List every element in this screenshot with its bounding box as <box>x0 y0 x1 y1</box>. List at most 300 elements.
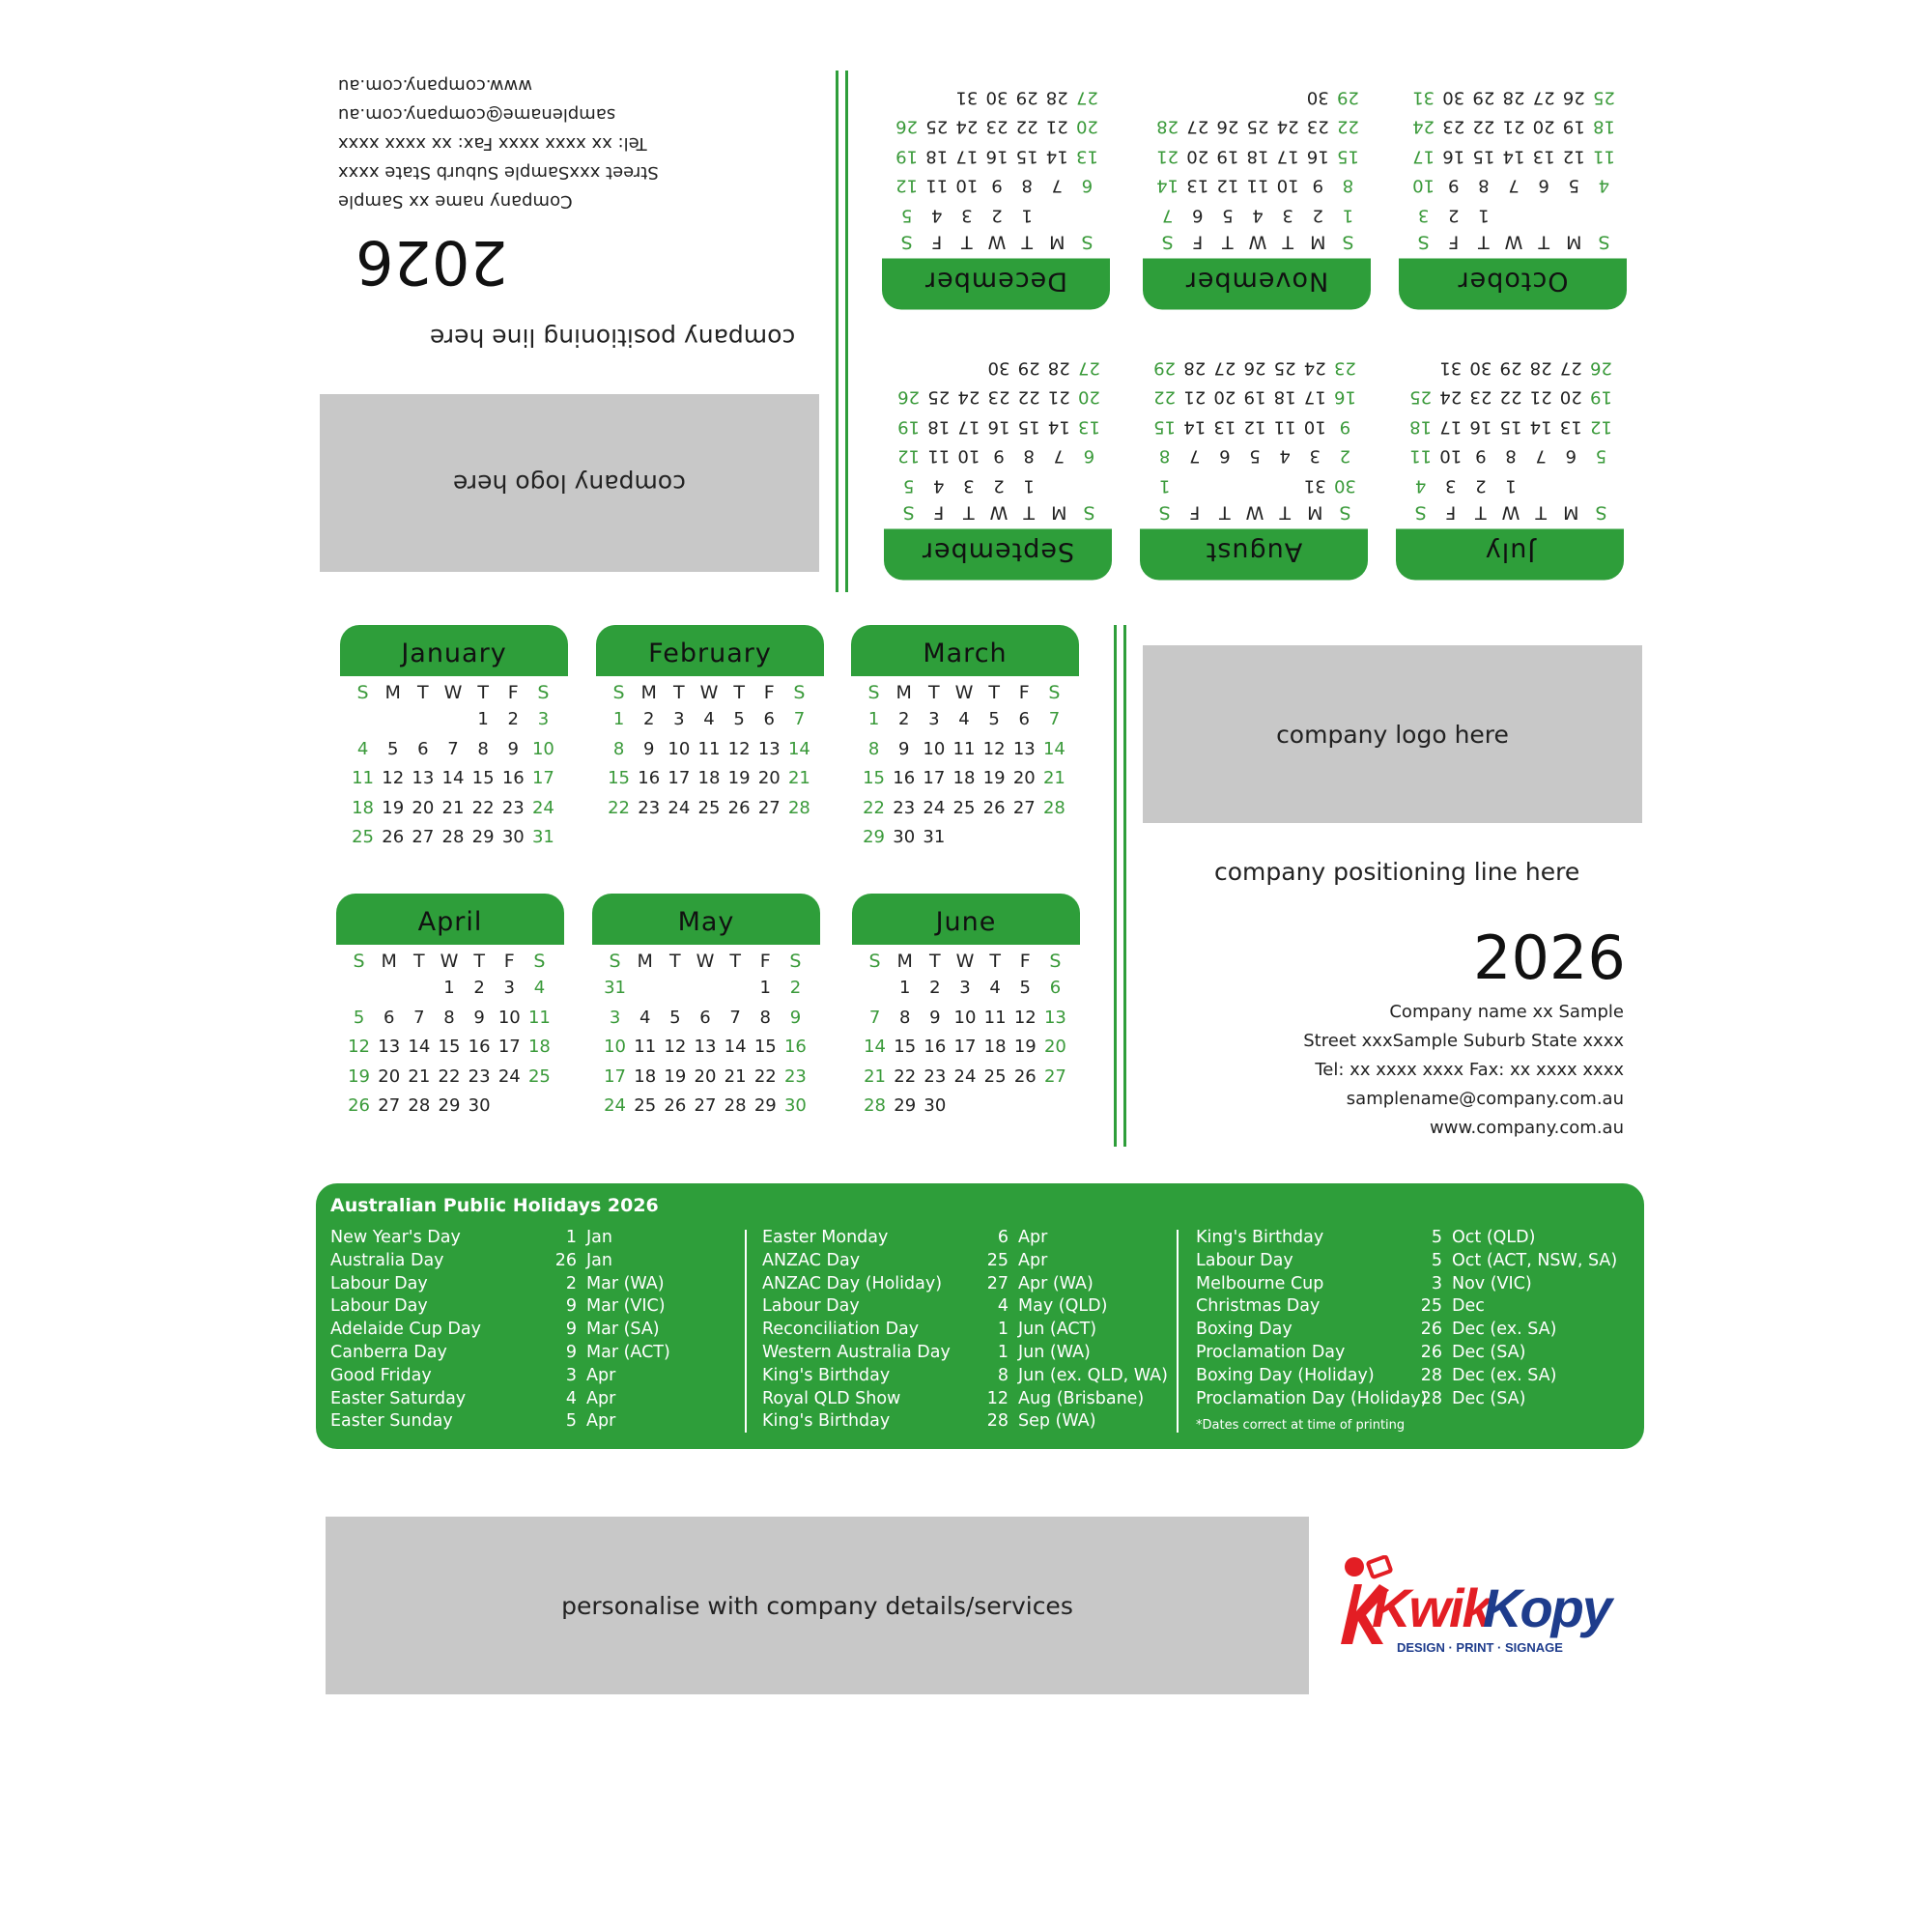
holiday-row <box>330 1319 746 1342</box>
day-cell: 5 <box>1222 205 1234 226</box>
weekday-label: F <box>759 951 771 972</box>
day-cell: 27 <box>1213 357 1236 379</box>
holiday-month: Jun (ex. QLD, WA) <box>1018 1365 1168 1385</box>
day-cell: 28 <box>1042 797 1065 818</box>
kwik-text: Kwik <box>1372 1577 1491 1638</box>
day-cell: 12 <box>727 738 751 759</box>
day-cell: 19 <box>1589 387 1612 408</box>
holiday-month: Jan <box>586 1250 612 1270</box>
empty-day-cell <box>1209 470 1239 500</box>
day-cell: 11 <box>527 1007 551 1028</box>
weekday-label: M <box>1049 231 1065 253</box>
holiday-name: ANZAC Day <box>762 1250 861 1270</box>
holiday-day: 5 <box>1431 1250 1442 1270</box>
day-cell: 23 <box>638 797 661 818</box>
holiday-name: Easter Saturday <box>330 1388 467 1408</box>
weekday-label: S <box>609 951 621 972</box>
day-cell: 30 <box>501 827 525 847</box>
day-cell: 25 <box>1246 117 1269 137</box>
day-cell: 14 <box>1183 416 1207 438</box>
empty-day-cell <box>1042 200 1072 230</box>
day-cell: 29 <box>1336 87 1359 108</box>
month-header: November <box>1143 262 1371 310</box>
weekday-label: W <box>987 231 1007 253</box>
empty-day-cell <box>1010 1092 1040 1122</box>
day-cell: 7 <box>1053 446 1065 467</box>
weekday-label: T <box>729 951 741 972</box>
weekday-label: T <box>929 951 941 972</box>
day-cell: 5 <box>902 475 915 497</box>
weekday-label: M <box>1310 231 1326 253</box>
day-cell: 11 <box>1273 416 1296 438</box>
empty-day-cell <box>1009 823 1039 853</box>
day-cell: 10 <box>668 738 691 759</box>
holiday-day: 4 <box>997 1296 1009 1317</box>
month-october <box>1399 82 1627 310</box>
day-cell: 2 <box>473 978 485 998</box>
weekday-label: S <box>353 951 365 972</box>
weekday-label: F <box>503 951 515 972</box>
holidays-separator <box>1177 1230 1179 1433</box>
day-cell: 29 <box>438 1095 461 1116</box>
weekday-label: T <box>669 951 681 972</box>
month-grid <box>604 680 814 823</box>
weekday-label: M <box>1566 231 1582 253</box>
month-rule <box>596 673 824 676</box>
holiday-day: 28 <box>986 1411 1009 1432</box>
day-cell: 4 <box>356 738 369 759</box>
day-cell: 19 <box>1562 117 1585 137</box>
day-cell: 7 <box>1051 176 1064 196</box>
holiday-day: 5 <box>565 1411 577 1432</box>
holidays-separator <box>745 1230 747 1433</box>
day-cell: 1 <box>612 709 625 729</box>
weekday-label: F <box>1018 682 1030 703</box>
day-cell: 3 <box>963 475 975 497</box>
day-cell: 12 <box>382 768 405 788</box>
holiday-row <box>762 1295 1178 1319</box>
empty-day-cell <box>1526 470 1556 500</box>
day-cell: 3 <box>928 709 940 729</box>
day-cell: 8 <box>759 1007 771 1028</box>
empty-day-cell <box>1242 82 1272 112</box>
year-label: 2026 <box>1473 923 1626 993</box>
weekday-label: M <box>896 951 913 972</box>
day-cell: 7 <box>447 738 459 759</box>
holiday-name: Australia Day <box>330 1250 444 1270</box>
holiday-name: Good Friday <box>330 1365 432 1385</box>
day-cell: 17 <box>957 416 980 438</box>
company-email: samplename@company.com.au <box>1346 1089 1624 1109</box>
day-cell: 11 <box>352 768 375 788</box>
day-cell: 29 <box>1153 357 1177 379</box>
day-cell: 13 <box>1012 738 1036 759</box>
holiday-month: Apr <box>586 1411 616 1432</box>
day-cell: 18 <box>634 1065 657 1087</box>
weekday-label: T <box>417 682 429 703</box>
holiday-month: Mar (VIC) <box>586 1296 666 1317</box>
holiday-name: Canberra Day <box>330 1342 447 1362</box>
day-cell: 20 <box>1043 1037 1066 1057</box>
day-cell: 17 <box>1276 146 1299 167</box>
weekday-label: S <box>1598 231 1610 253</box>
day-cell: 26 <box>982 797 1006 818</box>
holiday-row <box>1196 1388 1631 1411</box>
day-cell: 13 <box>694 1037 717 1057</box>
day-cell: 31 <box>604 978 627 998</box>
month-grid <box>860 949 1070 1122</box>
holiday-row <box>1196 1227 1631 1250</box>
day-cell: 29 <box>863 827 886 847</box>
day-cell: 13 <box>1559 416 1582 438</box>
empty-day-cell <box>1152 82 1182 112</box>
day-cell: 21 <box>1042 768 1065 788</box>
empty-day-cell <box>953 353 983 383</box>
day-cell: 21 <box>1156 146 1179 167</box>
weekday-label: F <box>507 682 519 703</box>
day-cell: 26 <box>1013 1065 1037 1087</box>
weekday-label: S <box>1339 501 1351 524</box>
day-cell: 25 <box>634 1095 657 1116</box>
day-cell: 5 <box>1019 978 1031 998</box>
month-header: March <box>851 625 1079 673</box>
day-cell: 6 <box>1018 709 1030 729</box>
empty-day-cell <box>1074 470 1104 500</box>
day-cell: 2 <box>991 205 1003 226</box>
weekday-label: T <box>1478 231 1490 253</box>
day-cell: 15 <box>1153 416 1177 438</box>
day-cell: 7 <box>729 1007 741 1028</box>
empty-day-cell <box>980 823 1009 853</box>
weekday-label: F <box>931 231 943 253</box>
empty-day-cell <box>378 705 408 735</box>
empty-day-cell <box>1556 470 1586 500</box>
day-cell: 22 <box>1017 387 1040 408</box>
day-cell: 9 <box>1312 176 1324 196</box>
day-cell: 4 <box>1598 176 1610 196</box>
day-cell: 8 <box>477 738 489 759</box>
day-cell: 14 <box>787 738 810 759</box>
day-cell: 4 <box>533 978 546 998</box>
day-cell: 20 <box>1077 387 1100 408</box>
holiday-month: Sep (WA) <box>1018 1411 1096 1432</box>
day-cell: 10 <box>604 1037 627 1057</box>
holiday-name: King's Birthday <box>762 1411 891 1432</box>
day-cell: 21 <box>441 797 465 818</box>
weekday-label: M <box>640 682 657 703</box>
day-cell: 3 <box>1309 446 1321 467</box>
holiday-day: 25 <box>986 1250 1009 1270</box>
day-cell: 13 <box>1532 146 1555 167</box>
day-cell: 15 <box>1472 146 1495 167</box>
day-cell: 23 <box>783 1065 807 1087</box>
month-grid <box>600 949 810 1122</box>
empty-day-cell <box>949 823 979 853</box>
day-cell: 13 <box>1075 146 1098 167</box>
day-cell: 4 <box>1252 205 1264 226</box>
holiday-name: Boxing Day (Holiday) <box>1196 1365 1375 1385</box>
weekday-label: S <box>1081 231 1094 253</box>
day-cell: 14 <box>408 1037 431 1057</box>
day-cell: 15 <box>1336 146 1359 167</box>
holiday-name: Reconciliation Day <box>762 1320 920 1340</box>
day-cell: 21 <box>864 1065 887 1087</box>
company-website: www.company.com.au <box>1430 1118 1624 1138</box>
day-cell: 26 <box>348 1095 371 1116</box>
day-cell: 12 <box>1243 416 1266 438</box>
day-cell: 5 <box>353 1007 365 1028</box>
day-cell: 4 <box>703 709 715 729</box>
holiday-day: 4 <box>565 1388 577 1408</box>
day-cell: 19 <box>382 797 405 818</box>
day-cell: 3 <box>1282 205 1293 226</box>
holiday-row <box>762 1227 1178 1250</box>
day-cell: 30 <box>1333 475 1356 497</box>
day-cell: 1 <box>1021 205 1033 226</box>
day-cell: 25 <box>927 387 951 408</box>
day-cell: 6 <box>763 709 775 729</box>
day-cell: 12 <box>1216 176 1239 196</box>
holiday-row <box>762 1273 1178 1296</box>
month-header: April <box>336 894 564 942</box>
day-cell: 6 <box>1081 176 1094 196</box>
day-cell: 2 <box>1312 205 1324 226</box>
month-grid <box>1406 353 1616 526</box>
holiday-name: Labour Day <box>330 1273 428 1293</box>
day-cell: 22 <box>608 797 631 818</box>
weekday-label: S <box>1161 231 1174 253</box>
day-cell: 9 <box>789 1007 802 1028</box>
day-cell: 19 <box>895 146 919 167</box>
day-cell: 22 <box>438 1065 461 1087</box>
day-cell: 6 <box>1538 176 1549 196</box>
day-cell: 26 <box>1216 117 1239 137</box>
weekday-label: T <box>733 682 745 703</box>
holiday-row <box>330 1295 746 1319</box>
day-cell: 7 <box>868 1007 881 1028</box>
day-cell: 15 <box>1015 146 1038 167</box>
company-phone: Tel: xx xxxx xxxx Fax: xx xxxx xxxx <box>1315 1060 1624 1080</box>
weekday-label: T <box>1538 231 1549 253</box>
holiday-day: 1 <box>997 1320 1009 1340</box>
day-cell: 3 <box>537 709 550 729</box>
year-label-flipped: 2026 <box>355 227 508 298</box>
day-cell: 6 <box>1049 978 1062 998</box>
day-cell: 14 <box>1529 416 1552 438</box>
day-cell: 17 <box>955 146 979 167</box>
holiday-row <box>762 1410 1178 1434</box>
holiday-day: 1 <box>997 1342 1009 1362</box>
day-cell: 5 <box>733 709 745 729</box>
day-cell: 30 <box>923 1095 947 1116</box>
day-cell: 21 <box>1045 117 1068 137</box>
empty-day-cell <box>923 353 953 383</box>
day-cell: 22 <box>1153 387 1177 408</box>
holiday-row <box>330 1273 746 1296</box>
holiday-row <box>762 1342 1178 1365</box>
day-cell: 24 <box>1439 387 1463 408</box>
empty-day-cell <box>1270 470 1300 500</box>
weekday-label: W <box>699 682 719 703</box>
day-cell: 27 <box>412 827 435 847</box>
weekday-label: W <box>1501 501 1520 524</box>
month-grid <box>348 680 558 853</box>
holiday-day: 26 <box>1420 1320 1442 1340</box>
day-cell: 28 <box>408 1095 431 1116</box>
weekday-label: W <box>955 951 975 972</box>
month-grid <box>1408 82 1619 255</box>
day-cell: 30 <box>985 87 1009 108</box>
day-cell: 25 <box>1592 87 1615 108</box>
holiday-name: Labour Day <box>1196 1250 1293 1270</box>
day-cell: 24 <box>497 1065 521 1087</box>
weekday-label: F <box>1192 231 1204 253</box>
day-cell: 15 <box>863 768 886 788</box>
day-cell: 30 <box>1442 87 1465 108</box>
weekday-label: S <box>1158 501 1171 524</box>
holiday-month: Oct (QLD) <box>1452 1228 1536 1247</box>
day-cell: 22 <box>1015 117 1038 137</box>
day-cell: 3 <box>961 205 973 226</box>
holiday-day: 3 <box>565 1365 577 1385</box>
empty-day-cell <box>660 974 690 1004</box>
day-cell: 1 <box>1023 475 1035 497</box>
day-cell: 12 <box>895 176 919 196</box>
day-cell: 26 <box>1243 357 1266 379</box>
weekday-label: T <box>963 501 975 524</box>
day-cell: 30 <box>987 357 1010 379</box>
empty-day-cell <box>344 974 374 1004</box>
weekday-label: W <box>954 682 974 703</box>
empty-day-cell <box>1589 200 1619 230</box>
day-cell: 20 <box>412 797 435 818</box>
day-cell: 27 <box>378 1095 401 1116</box>
day-cell: 11 <box>697 738 721 759</box>
day-cell: 17 <box>1303 387 1326 408</box>
day-cell: 3 <box>503 978 515 998</box>
day-cell: 6 <box>1083 446 1095 467</box>
day-cell: 16 <box>923 1037 947 1057</box>
holiday-month: Apr <box>1018 1250 1048 1270</box>
holiday-day: 1 <box>565 1228 577 1247</box>
day-cell: 1 <box>759 978 771 998</box>
weekday-label: T <box>477 682 489 703</box>
day-cell: 17 <box>1439 416 1463 438</box>
day-cell: 17 <box>531 768 554 788</box>
day-cell: 3 <box>609 1007 621 1028</box>
day-cell: 18 <box>983 1037 1007 1057</box>
day-cell: 18 <box>925 146 949 167</box>
day-cell: 7 <box>1535 446 1547 467</box>
day-cell: 16 <box>501 768 525 788</box>
day-cell: 8 <box>1021 176 1033 196</box>
day-cell: 31 <box>1412 87 1435 108</box>
month-grid <box>344 949 554 1122</box>
holiday-row <box>762 1365 1178 1388</box>
day-cell: 26 <box>1562 87 1585 108</box>
weekday-label: T <box>413 951 425 972</box>
weekday-label: F <box>1445 501 1457 524</box>
day-cell: 11 <box>634 1037 657 1057</box>
holiday-day: 9 <box>565 1296 577 1317</box>
day-cell: 2 <box>1475 475 1487 497</box>
month-july <box>1396 353 1624 581</box>
company-street-flipped: Street xxxSample Suburb State xxxx <box>338 162 659 183</box>
day-cell: 2 <box>1339 446 1351 467</box>
day-cell: 9 <box>897 738 910 759</box>
day-cell: 25 <box>527 1065 551 1087</box>
company-email-flipped: samplename@company.com.au <box>338 104 616 125</box>
weekday-label: S <box>1049 951 1062 972</box>
month-grid <box>1152 82 1363 255</box>
day-cell: 8 <box>443 1007 455 1028</box>
holiday-month: Apr <box>1018 1228 1048 1247</box>
day-cell: 10 <box>953 1007 977 1028</box>
holiday-day: 9 <box>565 1342 577 1362</box>
day-cell: 25 <box>983 1065 1007 1087</box>
holiday-month: Apr (WA) <box>1018 1273 1094 1293</box>
holiday-row <box>330 1365 746 1388</box>
day-cell: 3 <box>959 978 971 998</box>
weekday-label: T <box>1222 231 1234 253</box>
day-cell: 28 <box>787 797 810 818</box>
month-header: September <box>884 532 1112 581</box>
day-cell: 6 <box>1219 446 1231 467</box>
day-cell: 15 <box>438 1037 461 1057</box>
holiday-row <box>330 1250 746 1273</box>
month-november <box>1143 82 1371 310</box>
weekday-label: W <box>443 682 463 703</box>
weekday-label: T <box>1535 501 1547 524</box>
day-cell: 20 <box>1186 146 1209 167</box>
weekday-label: S <box>1342 231 1354 253</box>
month-september <box>884 353 1112 581</box>
holiday-month: Dec (ex. SA) <box>1452 1365 1557 1385</box>
day-cell: 19 <box>897 416 921 438</box>
empty-day-cell <box>438 705 468 735</box>
day-cell: 20 <box>378 1065 401 1087</box>
day-cell: 25 <box>1409 387 1433 408</box>
day-cell: 2 <box>993 475 1005 497</box>
holiday-month: Jan <box>586 1228 612 1247</box>
day-cell: 21 <box>724 1065 747 1087</box>
divider-line <box>836 71 838 592</box>
weekday-label: M <box>384 682 401 703</box>
month-rule <box>336 942 564 945</box>
holiday-month: Jun (ACT) <box>1018 1320 1097 1340</box>
day-cell: 16 <box>783 1037 807 1057</box>
weekday-label: T <box>1219 501 1231 524</box>
day-cell: 16 <box>638 768 661 788</box>
weekday-label: S <box>1048 682 1061 703</box>
day-cell: 23 <box>1333 357 1356 379</box>
day-cell: 10 <box>1303 416 1326 438</box>
day-cell: 14 <box>441 768 465 788</box>
day-cell: 23 <box>987 387 1010 408</box>
day-cell: 7 <box>793 709 806 729</box>
weekday-label: W <box>1245 501 1264 524</box>
holiday-name: Easter Sunday <box>330 1411 453 1432</box>
holiday-name: Labour Day <box>762 1296 860 1317</box>
month-header: May <box>592 894 820 942</box>
day-cell: 22 <box>1472 117 1495 137</box>
day-cell: 2 <box>1448 205 1460 226</box>
day-cell: 18 <box>1246 146 1269 167</box>
day-cell: 11 <box>952 738 976 759</box>
month-header: July <box>1396 532 1624 581</box>
day-cell: 23 <box>985 117 1009 137</box>
day-cell: 20 <box>1213 387 1236 408</box>
